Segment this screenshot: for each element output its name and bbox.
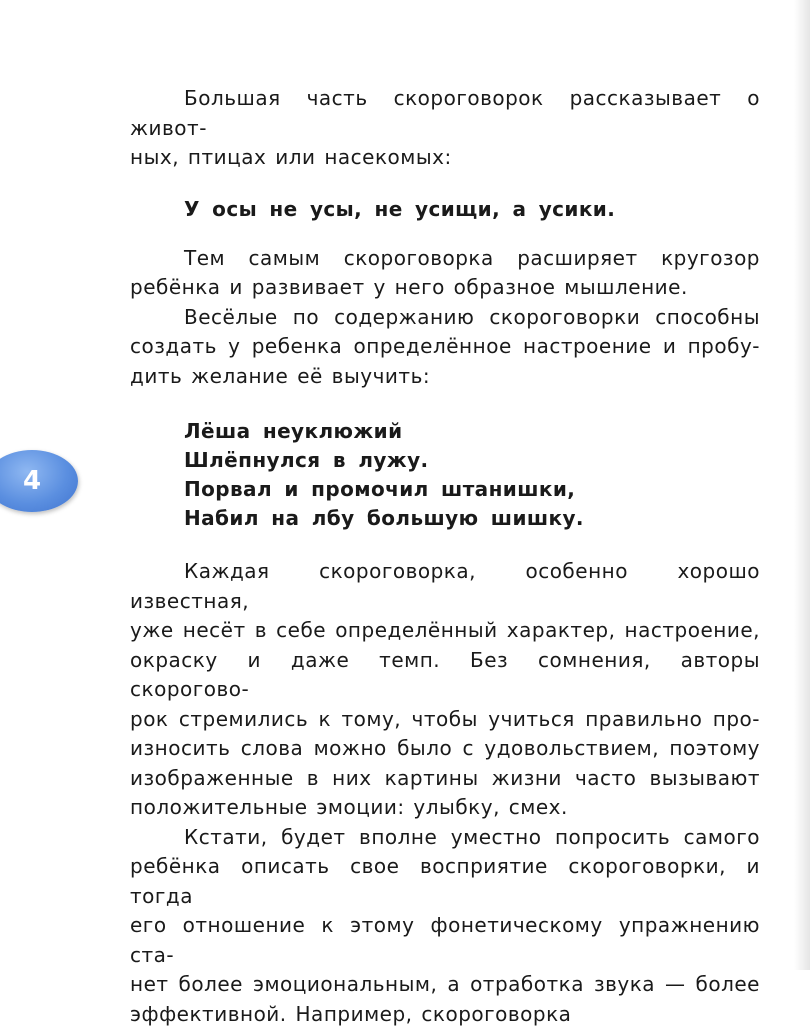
poem-line: Лёша неуклюжий <box>184 417 760 446</box>
paragraph-intro <box>130 84 760 173</box>
text-column <box>130 84 760 1029</box>
paragraph-horizons <box>130 244 760 303</box>
text-line: создать у ребенка определённое настроение и пробу- <box>130 332 760 362</box>
text-line: дить желание её выучить: <box>130 362 760 392</box>
poem-line: Порвал и промочил штанишки, <box>184 475 760 504</box>
text-line: рок стремились к тому, чтобы учиться правильно про- <box>130 705 760 735</box>
poem-line: Шлёпнулся в лужу. <box>184 446 760 475</box>
text-line: положительные эмоции: улыбку, смех. <box>130 793 760 823</box>
text-line: Большая часть скороговорок рассказывает о живот- <box>130 84 760 143</box>
text-line: Кстати, будет вполне уместно попросить самого <box>130 823 760 853</box>
text-line: изображенные в них картины жизни часто вызывают <box>130 764 760 794</box>
text-line: Тем самым скороговорка расширяет кругозор <box>130 244 760 274</box>
text-line: износить слова можно было с удовольствием, поэтому <box>130 734 760 764</box>
text-line: уже несёт в себе определённый характер, настроение, <box>130 616 760 646</box>
paragraph-perception <box>130 823 760 1029</box>
paragraph-mood <box>130 303 760 392</box>
text-line: Каждая скороговорка, особенно хорошо известная, <box>130 557 760 616</box>
page-number: 4 <box>0 450 64 512</box>
page-number-tab <box>0 450 78 512</box>
page-edge-shadow <box>794 0 810 970</box>
paragraph-character <box>130 557 760 823</box>
text-line: ребёнка и развивает у него образное мышление. <box>130 273 760 303</box>
text-line: ных, птицах или насекомых: <box>130 143 760 173</box>
text-line: нет более эмоциональным, а отработка звука — более <box>130 970 760 1000</box>
poem-line: Набил на лбу большую шишку. <box>184 504 760 533</box>
tongue-twister-line: У осы не усы, не усищи, а усики. <box>184 195 760 224</box>
text-line: окраску и даже темп. Без сомнения, авторы скорогово- <box>130 646 760 705</box>
poem <box>130 417 760 533</box>
text-line: Весёлые по содержанию скороговорки способны <box>130 303 760 333</box>
tongue-twister-example <box>130 195 760 224</box>
text-line: его отношение к этому фонетическому упражнению ста- <box>130 911 760 970</box>
text-line: эффективной. Например, скороговорка <box>130 1000 760 1029</box>
text-line: ребёнка описать свое восприятие скороговорки, и тогда <box>130 852 760 911</box>
